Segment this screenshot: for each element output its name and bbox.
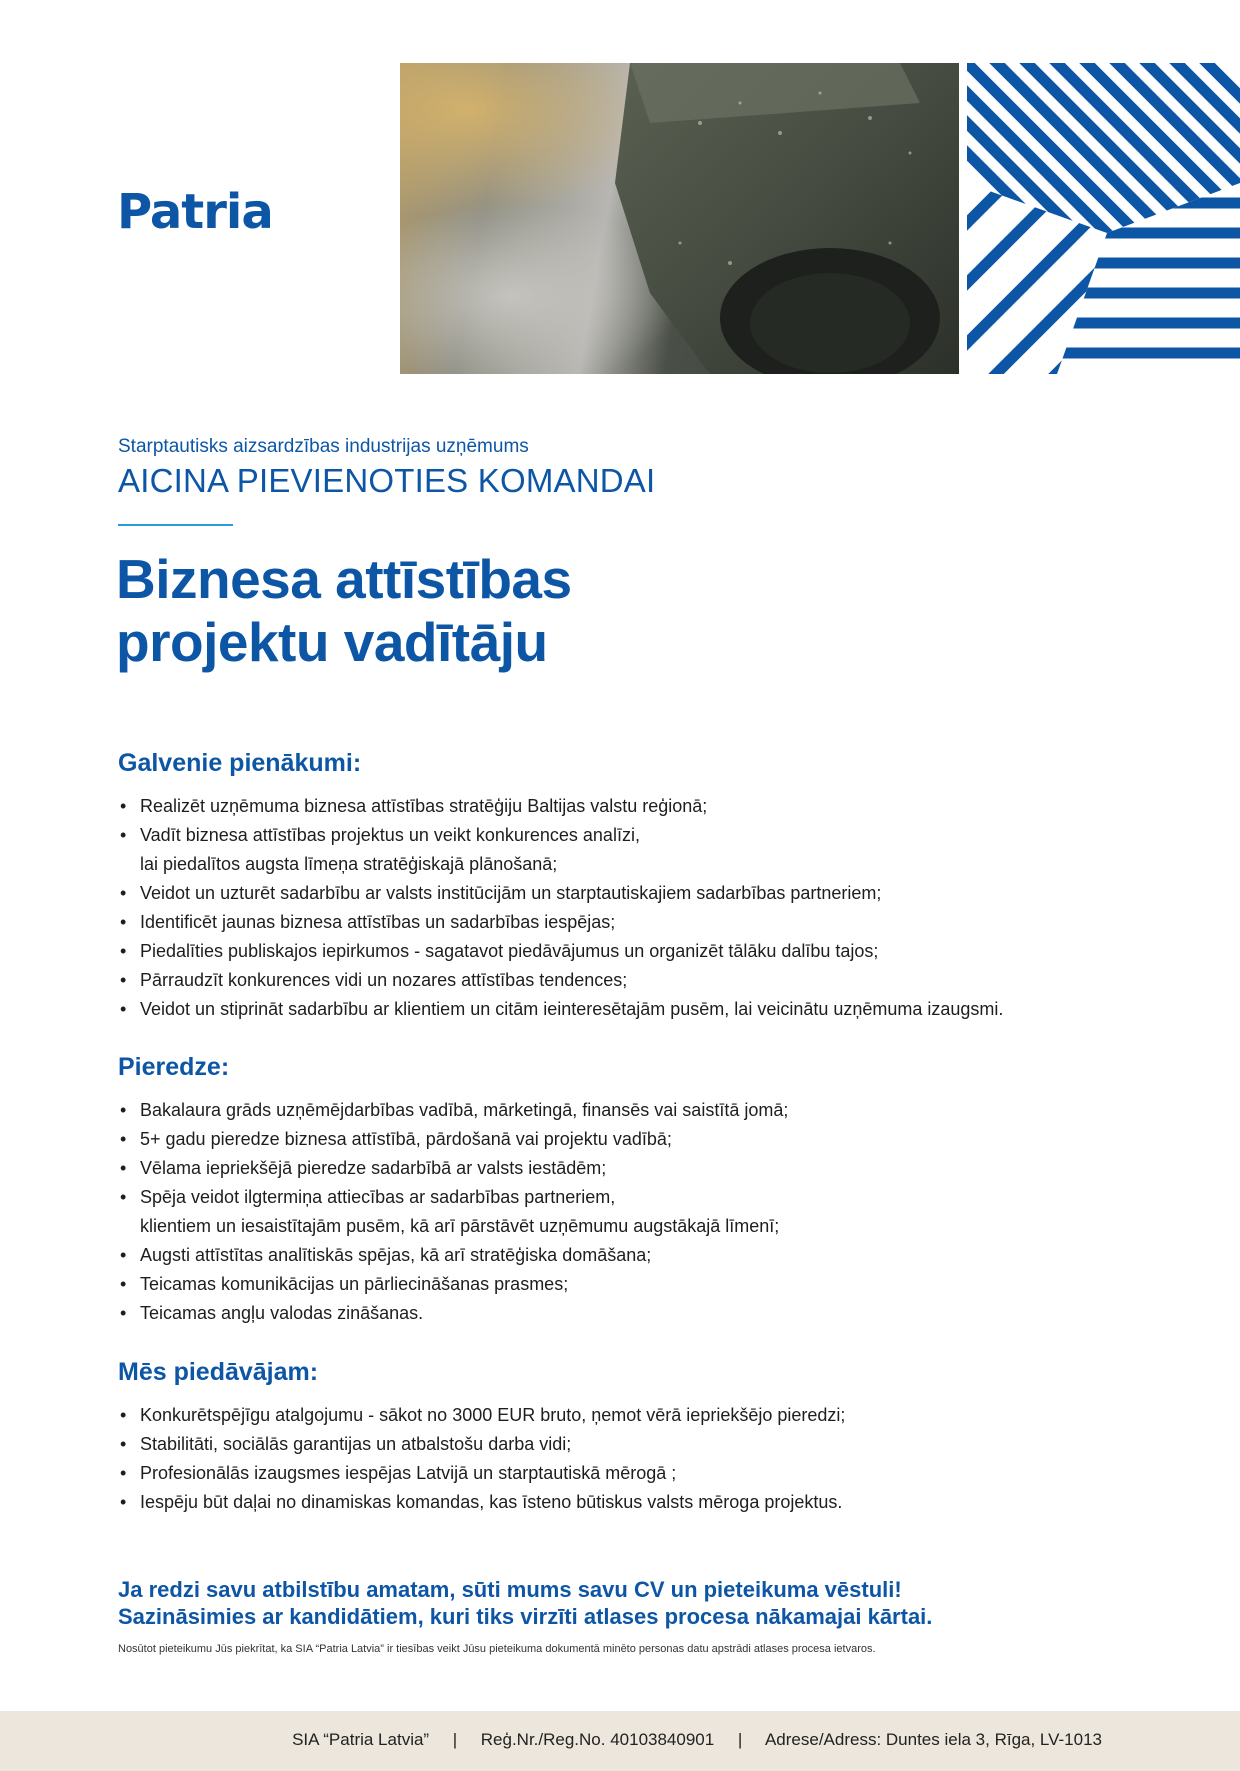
experience-section: [118, 1053, 1198, 1328]
footer-reg: Reģ.Nr./Reg.No. 40103840901: [480, 1730, 715, 1749]
list-item: • Bakalaura grāds uzņēmējdarbības vadībā, mārketingā, finansēs vai saistītā jomā;: [120, 1100, 789, 1120]
duties-list: [118, 792, 1198, 1024]
list-item: • Stabilitāti, sociālās garantijas un atbalstošu darba vidi;: [120, 1434, 572, 1454]
list-item: • Identificēt jaunas biznesa attīstības un sadarbības iespējas;: [120, 912, 616, 932]
list-item: • Vēlama iepriekšējā pieredze sadarbībā ar valsts iestādēm;: [120, 1158, 607, 1178]
list-item: • 5+ gadu pieredze biznesa attīstībā, pārdošanā vai projektu vadībā;: [120, 1129, 672, 1149]
experience-list: [118, 1096, 1198, 1328]
list-item: • Pārraudzīt konkurences vidi un nozares attīstības tendences;: [120, 970, 628, 990]
list-item: • Konkurētspējīgu atalgojumu - sākot no 3000 EUR bruto, ņemot vērā iepriekšējo pieredzi;: [120, 1405, 846, 1425]
cta-line1: Ja redzi savu atbilstību amatam, sūti mums savu CV un pieteikuma vēstuli!: [118, 1577, 902, 1602]
privacy-fineprint: Nosūtot pieteikumu Jūs piekrītat, ka SIA “Patria Latvia” ir tiesības veikt Jūsu pieteikuma dokumentā minēto personas datu apstrādi atlases procesa ietvaros.: [118, 1643, 876, 1655]
footer-info: [292, 1730, 1102, 1750]
footer-bar: [0, 1711, 1240, 1771]
duties-section: [118, 749, 1198, 1024]
list-item: • Piedalīties publiskajos iepirkumos - sagatavot piedāvājumus un organizēt tālāku dalību tajos;: [120, 941, 879, 961]
company-tagline: Starptautisks aizsardzības industrijas uzņēmums: [118, 436, 529, 457]
list-item: • Teicamas angļu valodas zināšanas.: [120, 1303, 424, 1323]
footer-company: SIA “Patria Latvia”: [292, 1730, 430, 1749]
list-item: • Iespēju būt daļai no dinamiskas komandas, kas īsteno būtiskus valsts mēroga projektus.: [120, 1492, 843, 1512]
job-title-line2: projektu vadītāju: [116, 611, 548, 673]
stripe-pattern: [967, 63, 1240, 374]
list-item: • Veidot un stiprināt sadarbību ar klientiem un citām ieinteresētajām pusēm, lai veicinātu uzņēmuma izaugsmi.: [120, 999, 1004, 1019]
call-to-action: [118, 1576, 932, 1630]
accent-divider: [118, 524, 233, 526]
offer-list: [118, 1401, 1198, 1517]
list-item: • Vadīt biznesa attīstības projektus un veikt konkurences analīzi, lai piedalītos augsta līmeņa stratēģiskajā plānošanā;: [120, 825, 640, 874]
footer-address: Adrese/Adress: Duntes iela 3, Rīga, LV-1013: [764, 1730, 1102, 1749]
patria-logo: Patria: [117, 184, 273, 240]
job-title: [116, 548, 572, 674]
vehicle-photo: [400, 63, 959, 374]
list-item: • Augsti attīstītas analītiskās spējas, kā arī stratēģiska domāšana;: [120, 1245, 652, 1265]
duties-heading: Galvenie pienākumi:: [118, 749, 362, 777]
list-item: • Veidot un uzturēt sadarbību ar valsts institūcijām un starptautiskajiem sadarbības partneriem;: [120, 883, 882, 903]
invite-heading: AICINA PIEVIENOTIES KOMANDAI: [118, 462, 656, 499]
list-item: • Realizēt uzņēmuma biznesa attīstības stratēģiju Baltijas valstu reģionā;: [120, 796, 708, 816]
list-item: • Spēja veidot ilgtermiņa attiecības ar sadarbības partneriem, klientiem un iesaistītajām pusēm, kā arī pārstāvēt uzņēmumu augstākajā līmenī;: [120, 1187, 780, 1236]
list-item: • Profesionālās izaugsmes iespējas Latvijā un starptautiskā mērogā ;: [120, 1463, 677, 1483]
offer-section: [118, 1358, 1198, 1517]
cta-line2: Sazināsimies ar kandidātiem, kuri tiks virzīti atlases procesa nākamajai kārtai.: [118, 1604, 933, 1629]
experience-heading: Pieredze:: [118, 1053, 230, 1081]
footer-separator: |: [737, 1730, 743, 1749]
offer-heading: Mēs piedāvājam:: [118, 1358, 319, 1386]
job-title-line1: Biznesa attīstības: [116, 548, 572, 610]
footer-separator: |: [452, 1730, 458, 1749]
list-item: • Teicamas komunikācijas un pārliecināšanas prasmes;: [120, 1274, 569, 1294]
